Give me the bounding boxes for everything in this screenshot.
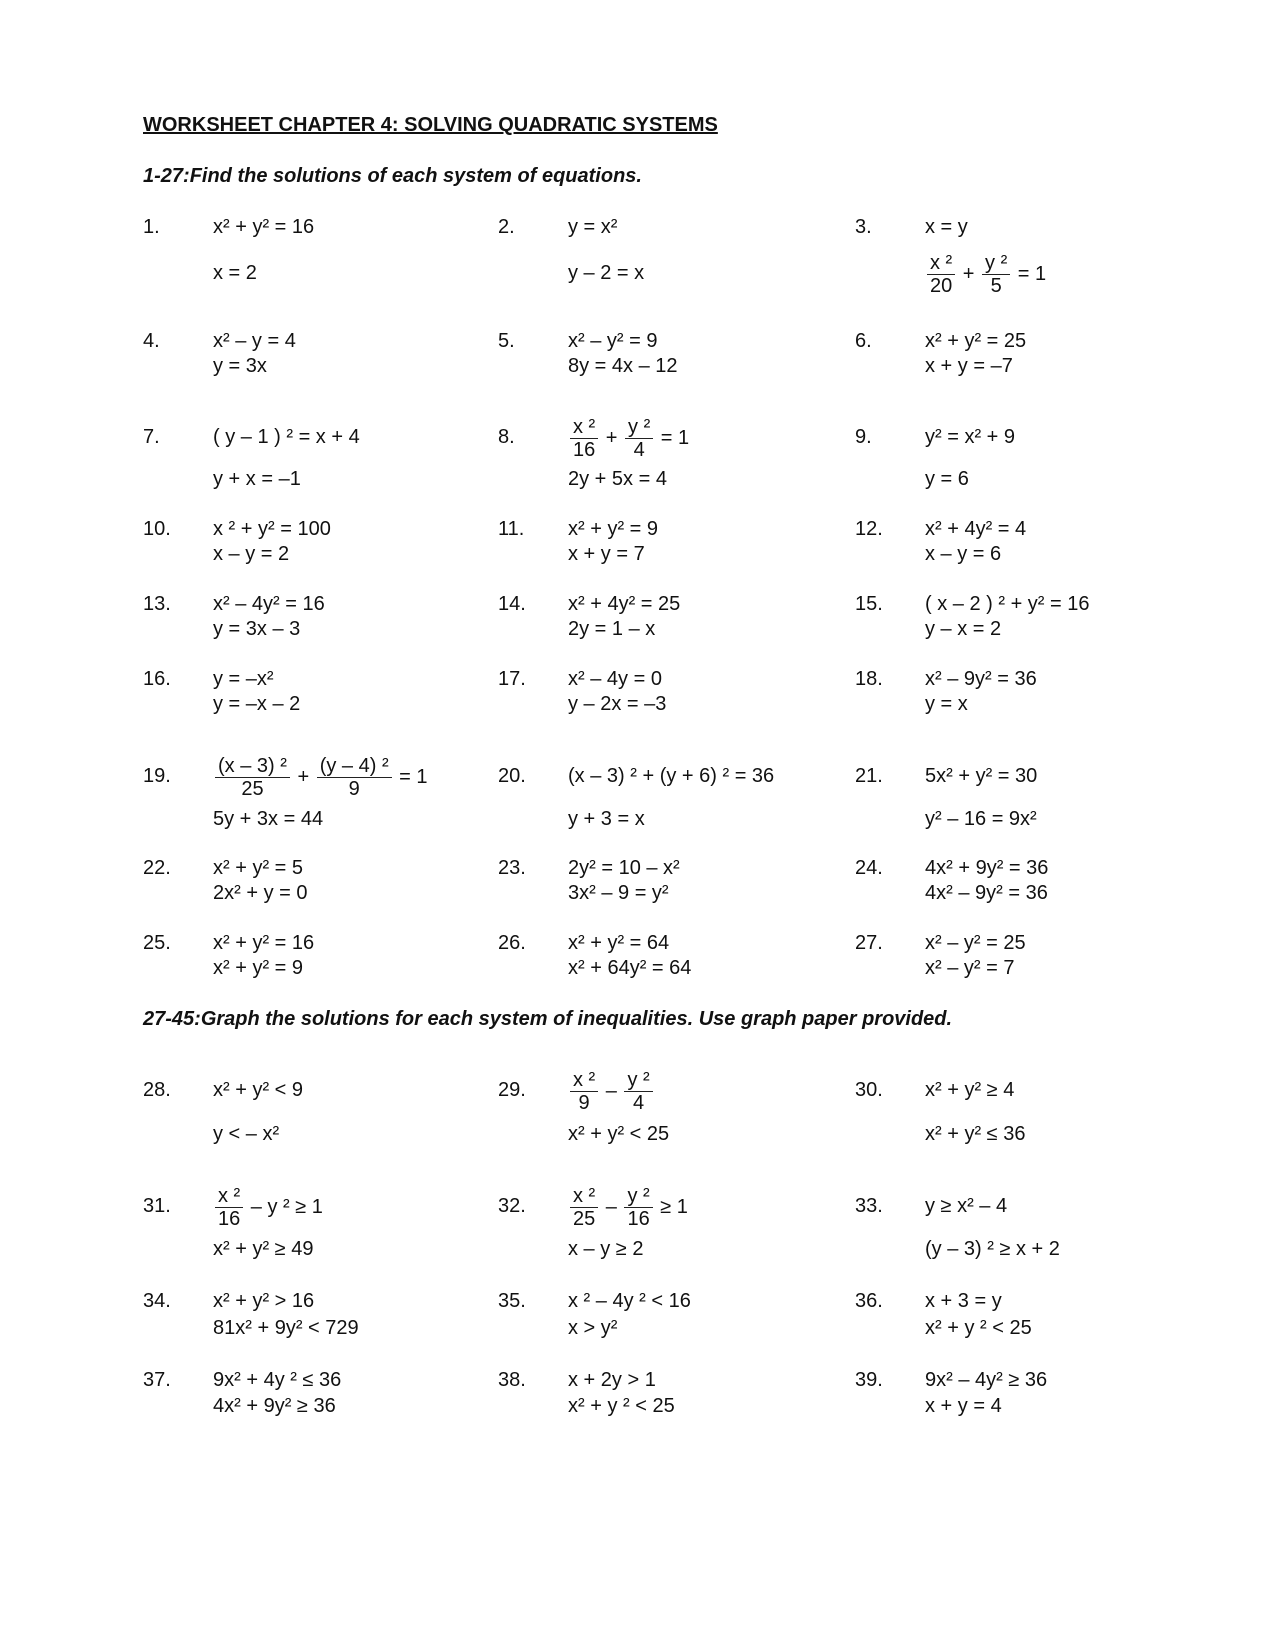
fraction (982, 252, 1010, 297)
equation-line (925, 252, 1052, 297)
equation-line: (y – 3) ² ≥ x + 2 (925, 1238, 1060, 1260)
problem-number: 39. (855, 1369, 883, 1391)
problem-number: 14. (498, 593, 526, 615)
equation-line (213, 1185, 328, 1230)
equation-line: x² – y² = 7 (925, 957, 1015, 979)
denominator: 16 (572, 439, 596, 461)
denominator: 5 (990, 275, 1002, 297)
numerator: (y – 4) ² (317, 755, 392, 778)
equation-line: 5x² + y² = 30 (925, 765, 1038, 787)
problem-number: 31. (143, 1195, 171, 1217)
numerator: x ² (215, 1185, 243, 1208)
numerator: x ² (570, 416, 598, 439)
equation-line: x – y ≥ 2 (568, 1238, 644, 1260)
problem-number: 11. (498, 518, 525, 540)
equation-line: y = –x² (213, 668, 274, 690)
fraction (624, 1069, 652, 1114)
problem-number: 26. (498, 932, 526, 954)
problem-number: 27. (855, 932, 883, 954)
equation-line: y = x² (568, 216, 618, 238)
equation-line: x² + y ² < 25 (568, 1395, 675, 1417)
equation-text: ≥ 1 (654, 1196, 694, 1218)
equation-text: – (600, 1080, 623, 1102)
equation-line: 8y = 4x – 12 (568, 355, 678, 377)
numerator: x ² (927, 252, 955, 275)
problem-number: 1. (143, 216, 160, 238)
equation-line: ( y – 1 ) ² = x + 4 (213, 426, 360, 448)
equation-line: 4x² + 9y² ≥ 36 (213, 1395, 336, 1417)
equation-line: ( x – 2 ) ² + y² = 16 (925, 593, 1090, 615)
denominator: 20 (929, 275, 953, 297)
equation-line: x > y² (568, 1317, 618, 1339)
equation-line: 81x² + 9y² < 729 (213, 1317, 359, 1339)
numerator: y ² (624, 1069, 652, 1092)
equation-line: y = 6 (925, 468, 969, 490)
problem-number: 12. (855, 518, 883, 540)
equation-line: 2y² = 10 – x² (568, 857, 680, 879)
equation-line: y² – 16 = 9x² (925, 808, 1037, 830)
equation-line: x² + y² = 16 (213, 932, 315, 954)
problem-number: 36. (855, 1290, 883, 1312)
fraction (624, 1185, 652, 1230)
problem-number: 3. (855, 216, 872, 238)
problem-number: 16. (143, 668, 171, 690)
equation-line: x² – 9y² = 36 (925, 668, 1037, 690)
equation-line: x² + y² = 9 (213, 957, 304, 979)
fraction (570, 1069, 598, 1114)
numerator: (x – 3) ² (215, 755, 290, 778)
problem-number: 5. (498, 330, 515, 352)
equation-line: 5y + 3x = 44 (213, 808, 324, 830)
equation-line: y = 3x (213, 355, 267, 377)
fraction (215, 1185, 243, 1230)
equation-line: x + y = 4 (925, 1395, 1002, 1417)
equation-line (568, 1185, 693, 1230)
problem-number: 24. (855, 857, 883, 879)
problem-number: 29. (498, 1079, 526, 1101)
equation-line: y = 3x – 3 (213, 618, 301, 640)
problem-number: 17. (498, 668, 526, 690)
problem-number: 4. (143, 330, 160, 352)
equation-line: y – 2 = x (568, 262, 645, 284)
equation-line: (x – 3) ² + (y + 6) ² = 36 (568, 765, 775, 787)
numerator: y ² (982, 252, 1010, 275)
problem-number: 23. (498, 857, 526, 879)
problem-number: 8. (498, 426, 515, 448)
equation-line: y + 3 = x (568, 808, 645, 830)
problem-number: 20. (498, 765, 526, 787)
equation-line: x² + 4y² = 4 (925, 518, 1027, 540)
fraction (570, 1185, 598, 1230)
equation-line: x ² – 4y ² < 16 (568, 1290, 691, 1312)
equation-line: y – 2x = –3 (568, 693, 667, 715)
problem-number: 28. (143, 1079, 171, 1101)
equation-line: y = –x – 2 (213, 693, 301, 715)
denominator: 9 (578, 1092, 590, 1114)
equation-text: – y ² ≥ 1 (245, 1196, 329, 1218)
denominator: 16 (627, 1208, 650, 1230)
equation-line: 4x² – 9y² = 36 (925, 882, 1048, 904)
equation-line: x² – y² = 25 (925, 932, 1026, 954)
numerator: y ² (624, 1185, 652, 1208)
problem-number: 15. (855, 593, 883, 615)
equation-line: 3x² – 9 = y² (568, 882, 669, 904)
equation-line: x² + y ² < 25 (925, 1317, 1032, 1339)
instructions-inequalities: 27-45:Graph the solutions for each system of inequalities. Use graph paper provided. (143, 1008, 953, 1030)
equation-line: 2x² + y = 0 (213, 882, 308, 904)
equation-line: x – y = 6 (925, 543, 1002, 565)
problem-number: 33. (855, 1195, 883, 1217)
equation-text: – (600, 1196, 623, 1218)
fraction (317, 755, 392, 800)
equation-line: x² + y² = 25 (925, 330, 1027, 352)
equation-line: x² + y² = 9 (568, 518, 659, 540)
equation-line: 9x² – 4y² ≥ 36 (925, 1369, 1048, 1391)
equation-text: + (600, 427, 624, 449)
denominator: 9 (348, 778, 360, 800)
equation-line (568, 1069, 655, 1114)
instructions-equations: 1-27:Find the solutions of each system of equations. (143, 165, 642, 187)
equation-line: x² + y² < 9 (213, 1079, 304, 1101)
equation-text: = 1 (655, 427, 695, 449)
equation-line: x² + y² ≥ 49 (213, 1238, 314, 1260)
numerator: y ² (625, 416, 653, 439)
problem-number: 32. (498, 1195, 526, 1217)
equation-line: 9x² + 4y ² ≤ 36 (213, 1369, 342, 1391)
problem-number: 9. (855, 426, 872, 448)
equation-line: x² + y² > 16 (213, 1290, 315, 1312)
problem-number: 25. (143, 932, 171, 954)
equation-line (568, 416, 695, 461)
equation-line: 2y + 5x = 4 (568, 468, 667, 490)
problem-number: 18. (855, 668, 883, 690)
equation-text: + (291, 766, 315, 788)
problem-number: 10. (143, 518, 171, 540)
equation-text: + (957, 263, 981, 285)
equation-text: = 1 (393, 766, 434, 788)
equation-line: x² + y² ≥ 4 (925, 1079, 1015, 1101)
equation-line: x² + y² = 5 (213, 857, 304, 879)
equation-line: x = 2 (213, 262, 257, 284)
worksheet-title: WORKSHEET CHAPTER 4: SOLVING QUADRATIC SYSTEMS (143, 114, 718, 136)
equation-line: y + x = –1 (213, 468, 301, 490)
problem-number: 38. (498, 1369, 526, 1391)
equation-line: x² – 4y = 0 (568, 668, 662, 690)
equation-line: 2y = 1 – x (568, 618, 656, 640)
equation-line: 4x² + 9y² = 36 (925, 857, 1049, 879)
problem-number: 19. (143, 765, 171, 787)
denominator: 16 (217, 1208, 241, 1230)
denominator: 4 (633, 439, 645, 461)
numerator: x ² (570, 1069, 598, 1092)
equation-line: x² – y² = 9 (568, 330, 658, 352)
equation-line: x + 2y > 1 (568, 1369, 656, 1391)
equation-line: x² + y² = 64 (568, 932, 670, 954)
equation-line: x + 3 = y (925, 1290, 1002, 1312)
fraction (570, 416, 598, 461)
equation-line: x² + 64y² = 64 (568, 957, 692, 979)
equation-line: y < – x² (213, 1123, 280, 1145)
equation-line: x² + y² = 16 (213, 216, 315, 238)
problem-number: 7. (143, 426, 160, 448)
problem-number: 6. (855, 330, 872, 352)
problem-number: 35. (498, 1290, 526, 1312)
equation-line: x ² + y² = 100 (213, 518, 331, 540)
problem-number: 30. (855, 1079, 883, 1101)
numerator: x ² (570, 1185, 598, 1208)
fraction (215, 755, 290, 800)
problem-number: 13. (143, 593, 171, 615)
problem-number: 37. (143, 1369, 171, 1391)
equation-line: x² + 4y² = 25 (568, 593, 681, 615)
problem-number: 22. (143, 857, 171, 879)
equation-line: x + y = –7 (925, 355, 1013, 377)
denominator: 4 (633, 1092, 645, 1114)
problem-number: 2. (498, 216, 515, 238)
denominator: 25 (241, 778, 264, 800)
fraction (927, 252, 955, 297)
equation-line: x² – 4y² = 16 (213, 593, 325, 615)
equation-line (213, 755, 433, 800)
equation-line: x² + y² ≤ 36 (925, 1123, 1026, 1145)
equation-line: x + y = 7 (568, 543, 645, 565)
equation-line: y = x (925, 693, 968, 715)
denominator: 25 (572, 1208, 596, 1230)
equation-line: x = y (925, 216, 968, 238)
fraction (625, 416, 653, 461)
equation-line: x² + y² < 25 (568, 1123, 670, 1145)
equation-line: y – x = 2 (925, 618, 1002, 640)
equation-line: x – y = 2 (213, 543, 290, 565)
problem-number: 34. (143, 1290, 171, 1312)
problem-number: 21. (855, 765, 883, 787)
equation-line: y ≥ x² – 4 (925, 1195, 1008, 1217)
equation-text: = 1 (1012, 263, 1052, 285)
equation-line: y² = x² + 9 (925, 426, 1016, 448)
equation-line: x² – y = 4 (213, 330, 296, 352)
